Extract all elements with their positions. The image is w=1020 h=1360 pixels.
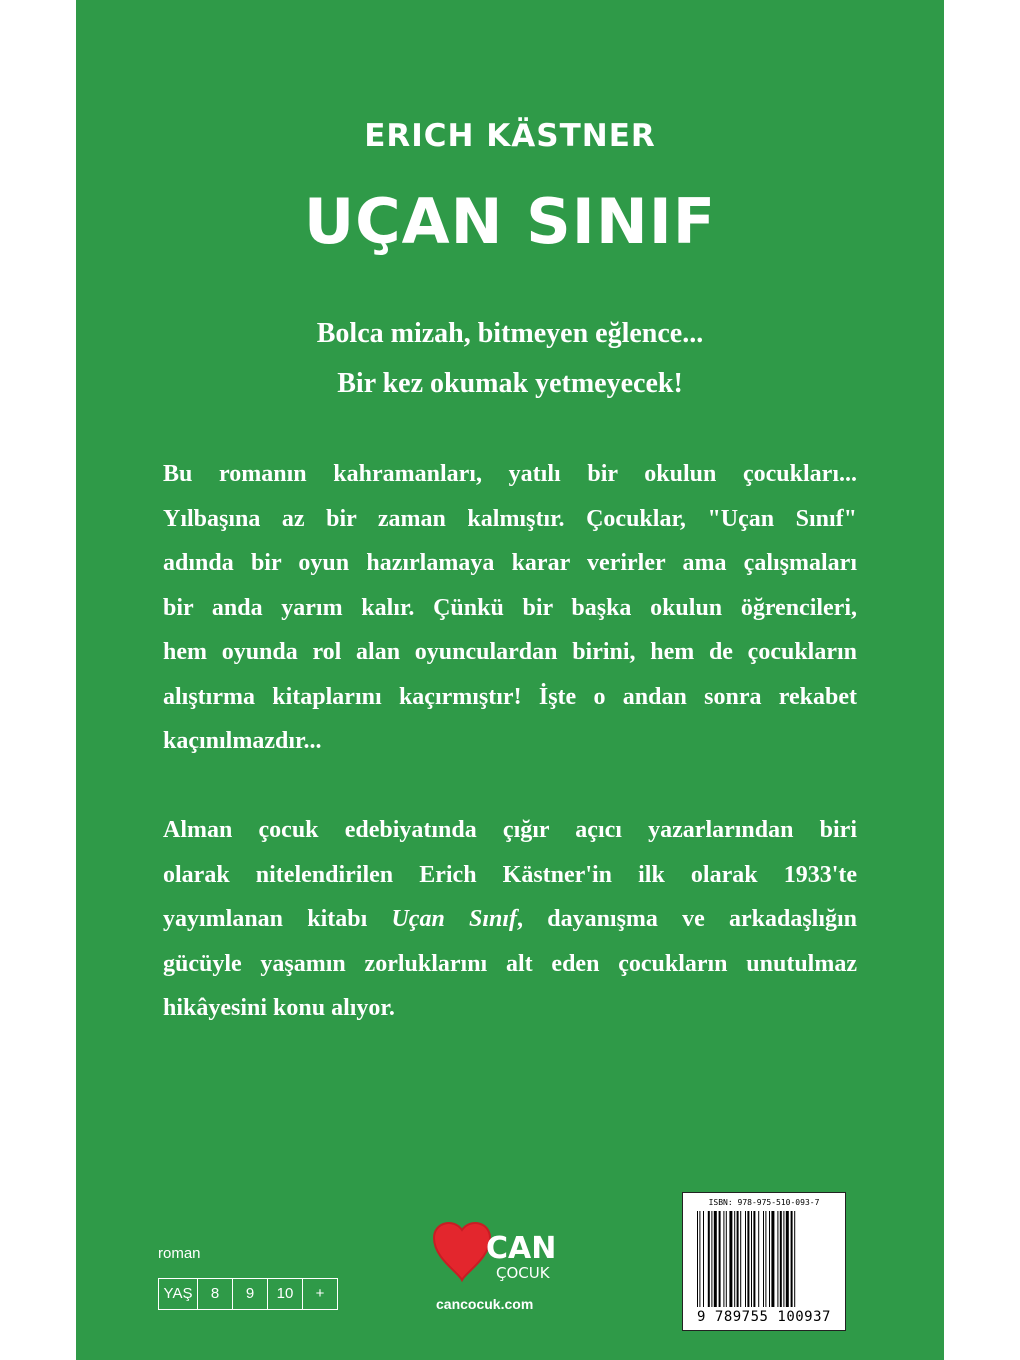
age-cell: 10: [267, 1279, 302, 1309]
barcode-bar: [794, 1211, 795, 1307]
barcode-bar: [734, 1211, 735, 1307]
about-author-paragraph: [163, 808, 857, 1031]
tagline-line: Bolca mizah, bitmeyen eğlence...: [316, 318, 704, 349]
heart-icon: [434, 1223, 490, 1280]
book-back-cover: [76, 0, 944, 1360]
barcode-bar: [708, 1211, 710, 1307]
barcode-bar: [740, 1211, 741, 1307]
barcode-bar: [729, 1211, 732, 1307]
logo-text-cocuk: ÇOCUK: [496, 1264, 550, 1282]
barcode-bar: [711, 1211, 712, 1307]
barcode-bars: [697, 1211, 831, 1307]
synopsis-paragraph: [163, 452, 857, 764]
about-line: [163, 897, 857, 942]
age-cell: 8: [197, 1279, 232, 1309]
synopsis-line: kaçınılmazdır...: [163, 728, 322, 754]
synopsis-line: hem oyunda rol alan oyunculardan birini, hem de çocukların: [163, 639, 857, 665]
barcode: [682, 1192, 846, 1331]
age-cell: 9: [232, 1279, 267, 1309]
about-line-part: , dayanışma ve arkadaşlığın: [517, 906, 858, 932]
author-name: ERICH KÄSTNER: [364, 118, 656, 154]
logo-text-can: CAN: [486, 1231, 557, 1266]
about-line: Alman çocuk edebiyatında çığır açıcı yazarlarından biri: [163, 817, 857, 843]
publisher-url: cancocuk.com: [436, 1296, 534, 1312]
barcode-bar: [786, 1211, 789, 1307]
isbn-number: 9 789755 100937: [697, 1309, 831, 1325]
barcode-bar: [763, 1211, 764, 1307]
barcode-bar: [703, 1211, 704, 1307]
barcode-bar: [791, 1211, 793, 1307]
barcode-bar: [719, 1211, 721, 1307]
barcode-bar: [737, 1211, 739, 1307]
barcode-bar: [758, 1211, 759, 1307]
age-range-box: [158, 1278, 338, 1310]
barcode-bar: [697, 1211, 698, 1307]
age-cell: +: [302, 1279, 337, 1309]
synopsis-line: adında bir oyun hazırlamaya karar verirler ama çalışmaları: [163, 550, 857, 576]
barcode-bar: [751, 1211, 752, 1307]
barcode-bar: [780, 1211, 782, 1307]
barcode-bar: [714, 1211, 717, 1307]
barcode-bar: [699, 1211, 700, 1307]
barcode-bar: [783, 1211, 784, 1307]
barcode-bar: [765, 1211, 766, 1307]
synopsis-line: Yılbaşına az bir zaman kalmıştır. Çocuklar, "Uçan Sınıf": [163, 505, 857, 532]
about-line: olarak nitelendirilen Erich Kästner'in ilk olarak 1933'te: [163, 861, 857, 888]
about-line: gücüyle yaşamın zorluklarını alt eden çocukların unutulmaz: [163, 950, 857, 977]
isbn-label: ISBN: 978-975-510-093-7: [708, 1198, 820, 1207]
barcode-bar: [745, 1211, 746, 1307]
publisher-logo: [426, 1214, 576, 1294]
barcode-bar: [723, 1211, 724, 1307]
barcode-bar: [753, 1211, 755, 1307]
barcode-bar: [726, 1211, 727, 1307]
barcode-bar: [747, 1211, 749, 1307]
book-title: UÇAN SINIF: [303, 185, 717, 258]
tagline-line: Bir kez okumak yetmeyecek!: [337, 368, 683, 399]
synopsis-line: Bu romanın kahramanları, yatılı bir okulun çocukları...: [163, 461, 857, 487]
synopsis-line: alıştırma kitaplarını kaçırmıştır! İşte o andan sonra rekabet: [163, 683, 857, 710]
genre-label: roman: [158, 1245, 201, 1262]
age-cell: YAŞ: [163, 1285, 193, 1302]
barcode-bar: [777, 1211, 778, 1307]
about-line-part: yayımlanan kitabı: [163, 906, 392, 932]
synopsis-line: bir anda yarım kalır. Çünkü bir başka okulun öğrencileri,: [163, 594, 857, 621]
italic-book-title: Uçan Sınıf: [391, 906, 518, 932]
about-line: hikâyesini konu alıyor.: [163, 995, 395, 1021]
barcode-bar: [771, 1211, 774, 1307]
barcode-bar: [769, 1211, 770, 1307]
